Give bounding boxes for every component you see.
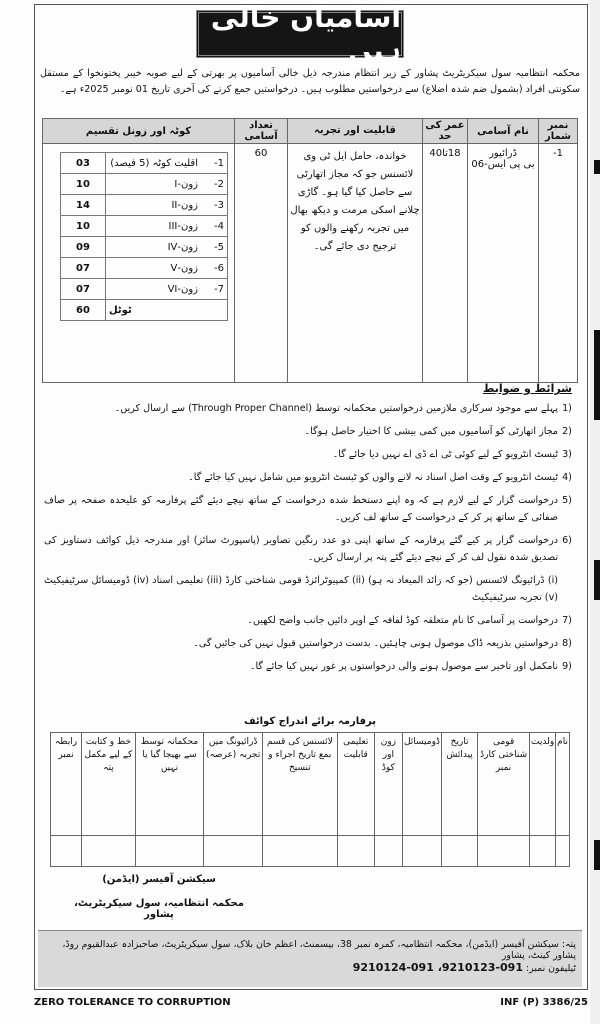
- row-post: [468, 144, 539, 383]
- proforma-blank-cell: [51, 836, 82, 867]
- proforma-blank-cell: [337, 836, 374, 867]
- proforma-column-header: ولدیت: [530, 733, 556, 836]
- rule-text: ٹیسٹ انٹرویو کے لیے کوئی ٹی اے ڈی اے نہیں دیا جائے گا۔: [332, 449, 558, 460]
- row-posts: 60: [235, 144, 288, 383]
- address-line: پتہ: سیکشن آفیسر (ایڈمن)، محکمہ انتظامیہ، کمرہ نمبر 38، بیسمنٹ، اعظم خان بلاک، سول سیکریٹریٹ، صاحبزادہ عبدالقیوم روڈ، پشاور کینٹ، پشاور: [62, 939, 576, 961]
- rule-text: مجاز اتھارٹی کو آسامیوں میں کمی بیشی کا اختیار حاصل ہوگا۔: [304, 426, 558, 437]
- rule-number: 6): [562, 535, 572, 546]
- proforma-column-header: ڈرائیونگ میں تجربہ (عرصہ): [204, 733, 263, 836]
- rule-number: [558, 572, 576, 606]
- proforma-column-header: خط و کتابت کے لیے مکمل پتہ: [82, 733, 136, 836]
- proforma-blank-cell: [530, 836, 556, 867]
- quota-total: 60: [61, 300, 106, 321]
- quota-row: [61, 237, 228, 258]
- list-item: [44, 492, 576, 526]
- rule-text: (i) ڈرائیونگ لائسنس (جو کہ زائد المیعاد نہ ہو) (ii) کمپیوٹرائزڈ قومی شناختی کارڈ (iii) تعلیمی اسناد (iv) ڈومیسائل سرٹیفیکیٹ (v) تجربہ سرٹیفیکیٹ: [44, 575, 558, 603]
- rule-text: درخواست گزار کے لیے لازم ہے کہ وہ اپنے دستخط شدہ درخواست کے ساتھ نیچے دیئے گئے پرفارمہ کو علیحدہ صفحہ پر صاف صفائی کے ساتھ پر کر کے درخواست کے ساتھ لف کریں۔: [44, 495, 558, 523]
- footer: [34, 990, 588, 1014]
- proforma-blank-cell: [374, 836, 402, 867]
- list-item: [44, 400, 576, 417]
- proforma-column-header: رابطہ نمبر: [51, 733, 82, 836]
- form-title: پرفارمہ برائے اندراج کوائف: [243, 716, 377, 727]
- quota-total-label: ٹوٹل: [106, 300, 228, 321]
- quota-row: [61, 279, 228, 300]
- proforma-blank-cell: [478, 836, 530, 867]
- quota-number: 1-: [201, 153, 228, 174]
- list-item: [44, 635, 576, 652]
- rule-text: درخواستیں بذریعہ ڈاک موصول ہونی چاہئیں۔ بدست درخواستیں قبول نہیں کی جائیں گی۔: [193, 638, 558, 649]
- proforma-column-header: تعلیمی قابلیت: [337, 733, 374, 836]
- proforma-table: [50, 732, 570, 867]
- quota-label: اقلیت کوٹہ (5 فیصد): [106, 153, 202, 174]
- proforma-column-header: قومی شناختی کارڈ نمبر: [478, 733, 530, 836]
- list-item: [44, 469, 576, 486]
- table-row: [43, 144, 578, 383]
- header-post: نام آسامی: [468, 119, 539, 144]
- proforma-blank-cell: [263, 836, 338, 867]
- quota-count: 10: [61, 216, 106, 237]
- proforma-blank-cell: [204, 836, 263, 867]
- quota-row: [61, 174, 228, 195]
- list-item: [44, 572, 576, 606]
- proforma-blank-row: [51, 836, 570, 867]
- rules-heading: شرائط و ضوابط: [482, 382, 572, 395]
- quota-label: زون-VI: [106, 279, 202, 300]
- page-title: آسامیاں خالی ہیں: [196, 10, 404, 58]
- quota-count: 10: [61, 174, 106, 195]
- quota-row: [61, 258, 228, 279]
- header-quota: کوٹہ اور زونل تقسیم: [43, 119, 235, 144]
- rule-number: 5): [562, 495, 572, 506]
- post-bps: بی پی ایس-06: [471, 159, 535, 170]
- intro-paragraph: محکمہ انتظامیہ سول سیکریٹریٹ پشاور کے زیر انتظام مندرجہ ذیل خالی آسامیوں پر بھرتی کے لیے صوبہ خیبر پختونخوا کے مستقل سکونتی افراد (بشمول ضم شدہ اضلاع) سے درخواستیں مطلوب ہیں۔ درخواستیں جمع کرنے کی آخری تاریخ 01 نومبر 2025ء ہے۔: [40, 68, 580, 95]
- phone-label: ٹیلیفون نمبر:: [525, 963, 576, 974]
- rules-list: [44, 400, 576, 681]
- quota-label: زون-III: [106, 216, 202, 237]
- proforma-column-header: ڈومیسائل: [402, 733, 441, 836]
- vacancy-table: [42, 118, 578, 383]
- signature-department: محکمہ انتظامیہ، سول سیکریٹریٹ، پشاور: [74, 898, 244, 920]
- quota-table: [60, 152, 228, 321]
- list-item: [44, 532, 576, 566]
- quota-row: [61, 195, 228, 216]
- quota-number: 4-: [201, 216, 228, 237]
- proforma-column-header: زون اور کوڈ: [374, 733, 402, 836]
- rule-number: 9): [562, 661, 572, 672]
- proforma-column-header: تاریخ پیدائش: [441, 733, 477, 836]
- rule-number: 4): [562, 472, 572, 483]
- rule-number: 7): [562, 615, 572, 626]
- quota-row: [61, 216, 228, 237]
- footer-slogan: ZERO TOLERANCE TO CORRUPTION: [34, 996, 231, 1008]
- proforma-column-header: محکمانہ توسط سے بھیجا گیا یا نہیں: [135, 733, 203, 836]
- row-serial: 1-: [539, 144, 578, 383]
- proforma-blank-cell: [135, 836, 203, 867]
- adjacent-page-edge: [590, 0, 600, 1024]
- quota-label: زون-II: [106, 195, 202, 216]
- rule-number: 1): [562, 403, 572, 414]
- quota-number: 3-: [201, 195, 228, 216]
- proforma-blank-cell: [402, 836, 441, 867]
- header-qualification: قابلیت اور تجربہ: [288, 119, 423, 144]
- post-name: ڈرائیور: [489, 148, 517, 159]
- phone-numbers: 091-9210123، 091-9210124: [352, 961, 523, 974]
- rule-number: 3): [562, 449, 572, 460]
- quota-label: زون-V: [106, 258, 202, 279]
- quota-total-row: [61, 300, 228, 321]
- vacancy-table-header: [43, 119, 578, 144]
- list-item: [44, 658, 576, 675]
- quota-number: 7-: [201, 279, 228, 300]
- header-serial: نمبر شمار: [539, 119, 578, 144]
- quota-row: [61, 153, 228, 174]
- quota-number: 5-: [201, 237, 228, 258]
- row-quota: [43, 144, 235, 383]
- proforma-blank-cell: [441, 836, 477, 867]
- rule-number: 2): [562, 426, 572, 437]
- list-item: [44, 423, 576, 440]
- row-qualification: خواندہ، حامل ایل ٹی وی لائسنس جو کہ مجاز اتھارٹی سے حاصل کیا گیا ہو۔ گاڑی چلانے اسکی مرمت و دیکھ بھال میں تجربہ رکھنے والوں کو ترجیح دی جائے گی۔: [288, 144, 423, 383]
- phone-line: [44, 961, 576, 974]
- footer-reference: INF (P) 3386/25: [500, 996, 588, 1008]
- rule-text: پہلے سے موجود سرکاری ملازمین درخواستیں محکمانہ توسط (Through Proper Channel) سے ارسال کریں۔: [114, 403, 558, 414]
- quota-number: 6-: [201, 258, 228, 279]
- rule-number: 8): [562, 638, 572, 649]
- quota-label: زون-I: [106, 174, 202, 195]
- address-box: [38, 930, 582, 987]
- row-age: 18تا40: [423, 144, 468, 383]
- quota-count: 14: [61, 195, 106, 216]
- quota-count: 07: [61, 279, 106, 300]
- proforma-column-header: نام: [556, 733, 570, 836]
- quota-count: 09: [61, 237, 106, 258]
- header-age: عمر کی حد: [423, 119, 468, 144]
- rule-text: ٹیسٹ انٹرویو کے وقت اصل اسناد نہ لانے والوں کو ٹیسٹ انٹرویو میں شامل نہیں کیا جائے گا۔: [188, 472, 558, 483]
- list-item: [44, 612, 576, 629]
- list-item: [44, 446, 576, 463]
- proforma-header: [51, 733, 570, 836]
- proforma-blank-cell: [556, 836, 570, 867]
- rule-text: درخواست پر آسامی کا نام متعلقہ کوڈ لفافہ کے اوپر دائیں جانب واضح لکھیں۔: [247, 615, 558, 626]
- quota-label: زون-IV: [106, 237, 202, 258]
- header-posts: تعداد آسامی: [235, 119, 288, 144]
- signature-title: سیکشن آفیسر (ایڈمن): [102, 874, 216, 885]
- quota-number: 2-: [201, 174, 228, 195]
- proforma-blank-cell: [82, 836, 136, 867]
- quota-count: 07: [61, 258, 106, 279]
- rule-text: درخواست گزار پر کیے گئے پرفارمہ کے ساتھ اپنی دو عدد رنگین تصاویر (پاسپورٹ سائز) اور مندرجہ ذیل کوائف دستاویز کی تصدیق شدہ نقول لف کر کے نیچے دیئے گئے پتہ پر ارسال کریں۔: [44, 535, 558, 563]
- quota-count: 03: [61, 153, 106, 174]
- proforma-column-header: لائسنس کی قسم بمع تاریخ اجراء و تنسیخ: [263, 733, 338, 836]
- rule-text: نامکمل اور تاخیر سے موصول ہونے والی درخواستوں پر غور نہیں کیا جائے گا۔: [249, 661, 558, 672]
